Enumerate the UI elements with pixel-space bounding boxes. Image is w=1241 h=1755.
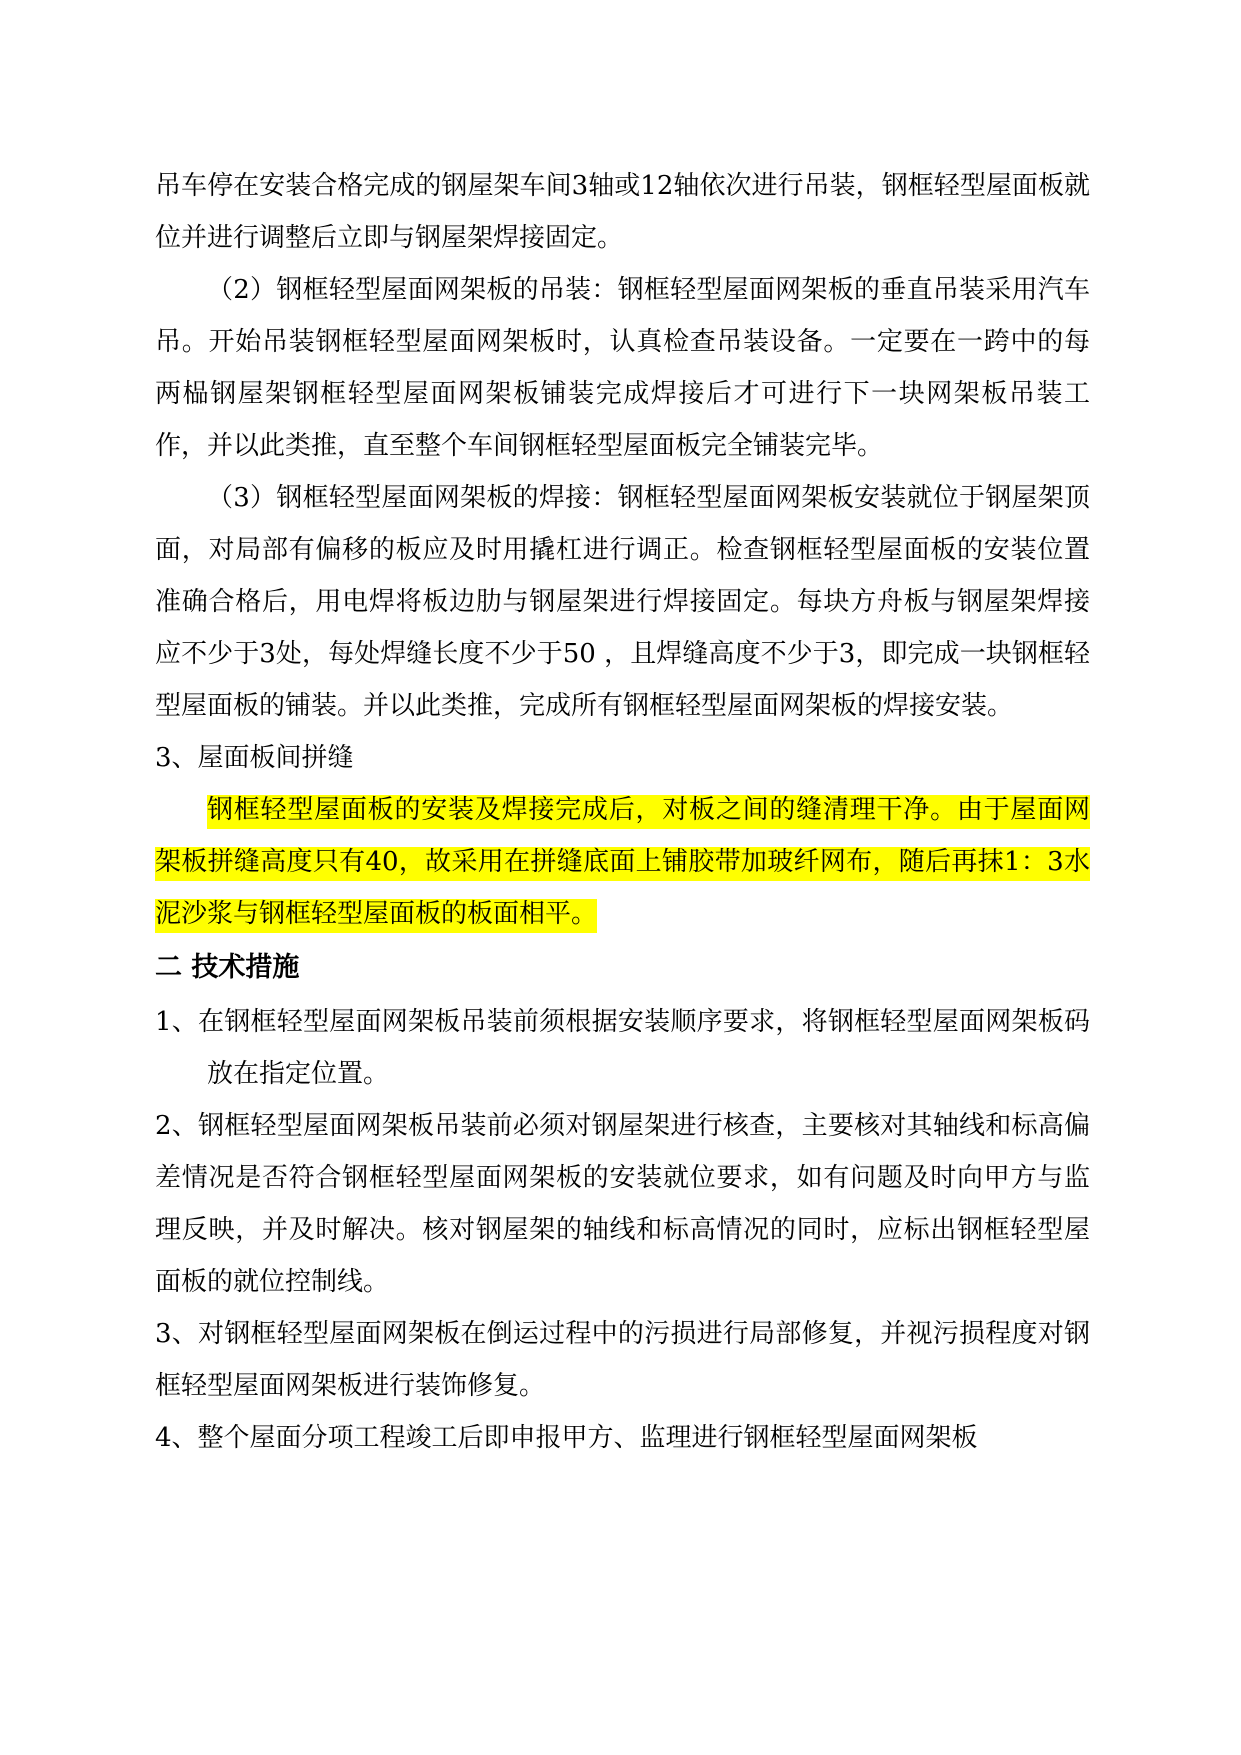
paragraph-hoisting: （2）钢框轻型屋面网架板的吊装：钢框轻型屋面网架板的垂直吊装采用汽车吊。开始吊装钢框轻型屋面网架板时，认真检查吊装设备。一定要在一跨中的每两榀钢屋架钢框轻型屋面网架板铺装完成焊接后才可进行下一块网架板吊装工作，并以此类推，直至整个车间钢框轻型屋面板完全铺装完毕。 — [155, 275, 1090, 461]
paragraph-continuation: 吊车停在安装合格完成的钢屋架车间3轴或12轴依次进行吊装，钢框轻型屋面板就位并进行调整后立即与钢屋架焊接固定。 — [155, 171, 1090, 253]
paragraph-joints — [155, 784, 1090, 940]
measure-item-3: 3、对钢框轻型屋面网架板在倒运过程中的污损进行局部修复，并视污损程度对钢框轻型屋面网架板进行装饰修复。 — [155, 1319, 1090, 1401]
measure-item-2: 2、钢框轻型屋面网架板吊装前必须对钢屋架进行核查，主要核对其轴线和标高偏差情况是否符合钢框轻型屋面网架板的安装就位要求，如有问题及时向甲方与监理反映，并及时解决。核对钢屋架的轴线和标高情况的同时，应标出钢框轻型屋面板的就位控制线。 — [155, 1111, 1090, 1297]
highlighted-text: 钢框轻型屋面板的安装及焊接完成后，对板之间的缝清理干净。由于屋面网架板拼缝高度只有40，故采用在拼缝底面上铺胶带加玻纤网布，随后再抹1：3水泥沙浆与钢框轻型屋面板的板面相平。 — [155, 795, 1090, 933]
subheading-joints: 3、屋面板间拼缝 — [155, 743, 354, 773]
measure-item-4: 4、整个屋面分项工程竣工后即申报甲方、监理进行钢框轻型屋面网架板 — [155, 1423, 978, 1453]
measure-item-1: 1、在钢框轻型屋面网架板吊装前须根据安装顺序要求，将钢框轻型屋面网架板码放在指定位置。 — [155, 1007, 1090, 1089]
section-title: 二 技术措施 — [155, 952, 300, 983]
document-page — [155, 160, 1090, 1464]
paragraph-welding: （3）钢框轻型屋面网架板的焊接：钢框轻型屋面网架板安装就位于钢屋架顶面，对局部有偏移的板应及时用撬杠进行调正。检查钢框轻型屋面板的安装位置准确合格后，用电焊将板边肋与钢屋架进行焊接固定。每块方舟板与钢屋架焊接应不少于3处，每处焊缝长度不少于50 ，且焊缝高度不少于3，即完成一块钢框轻型屋面板的铺装。并以此类推，完成所有钢框轻型屋面网架板的焊接安装。 — [155, 483, 1090, 721]
